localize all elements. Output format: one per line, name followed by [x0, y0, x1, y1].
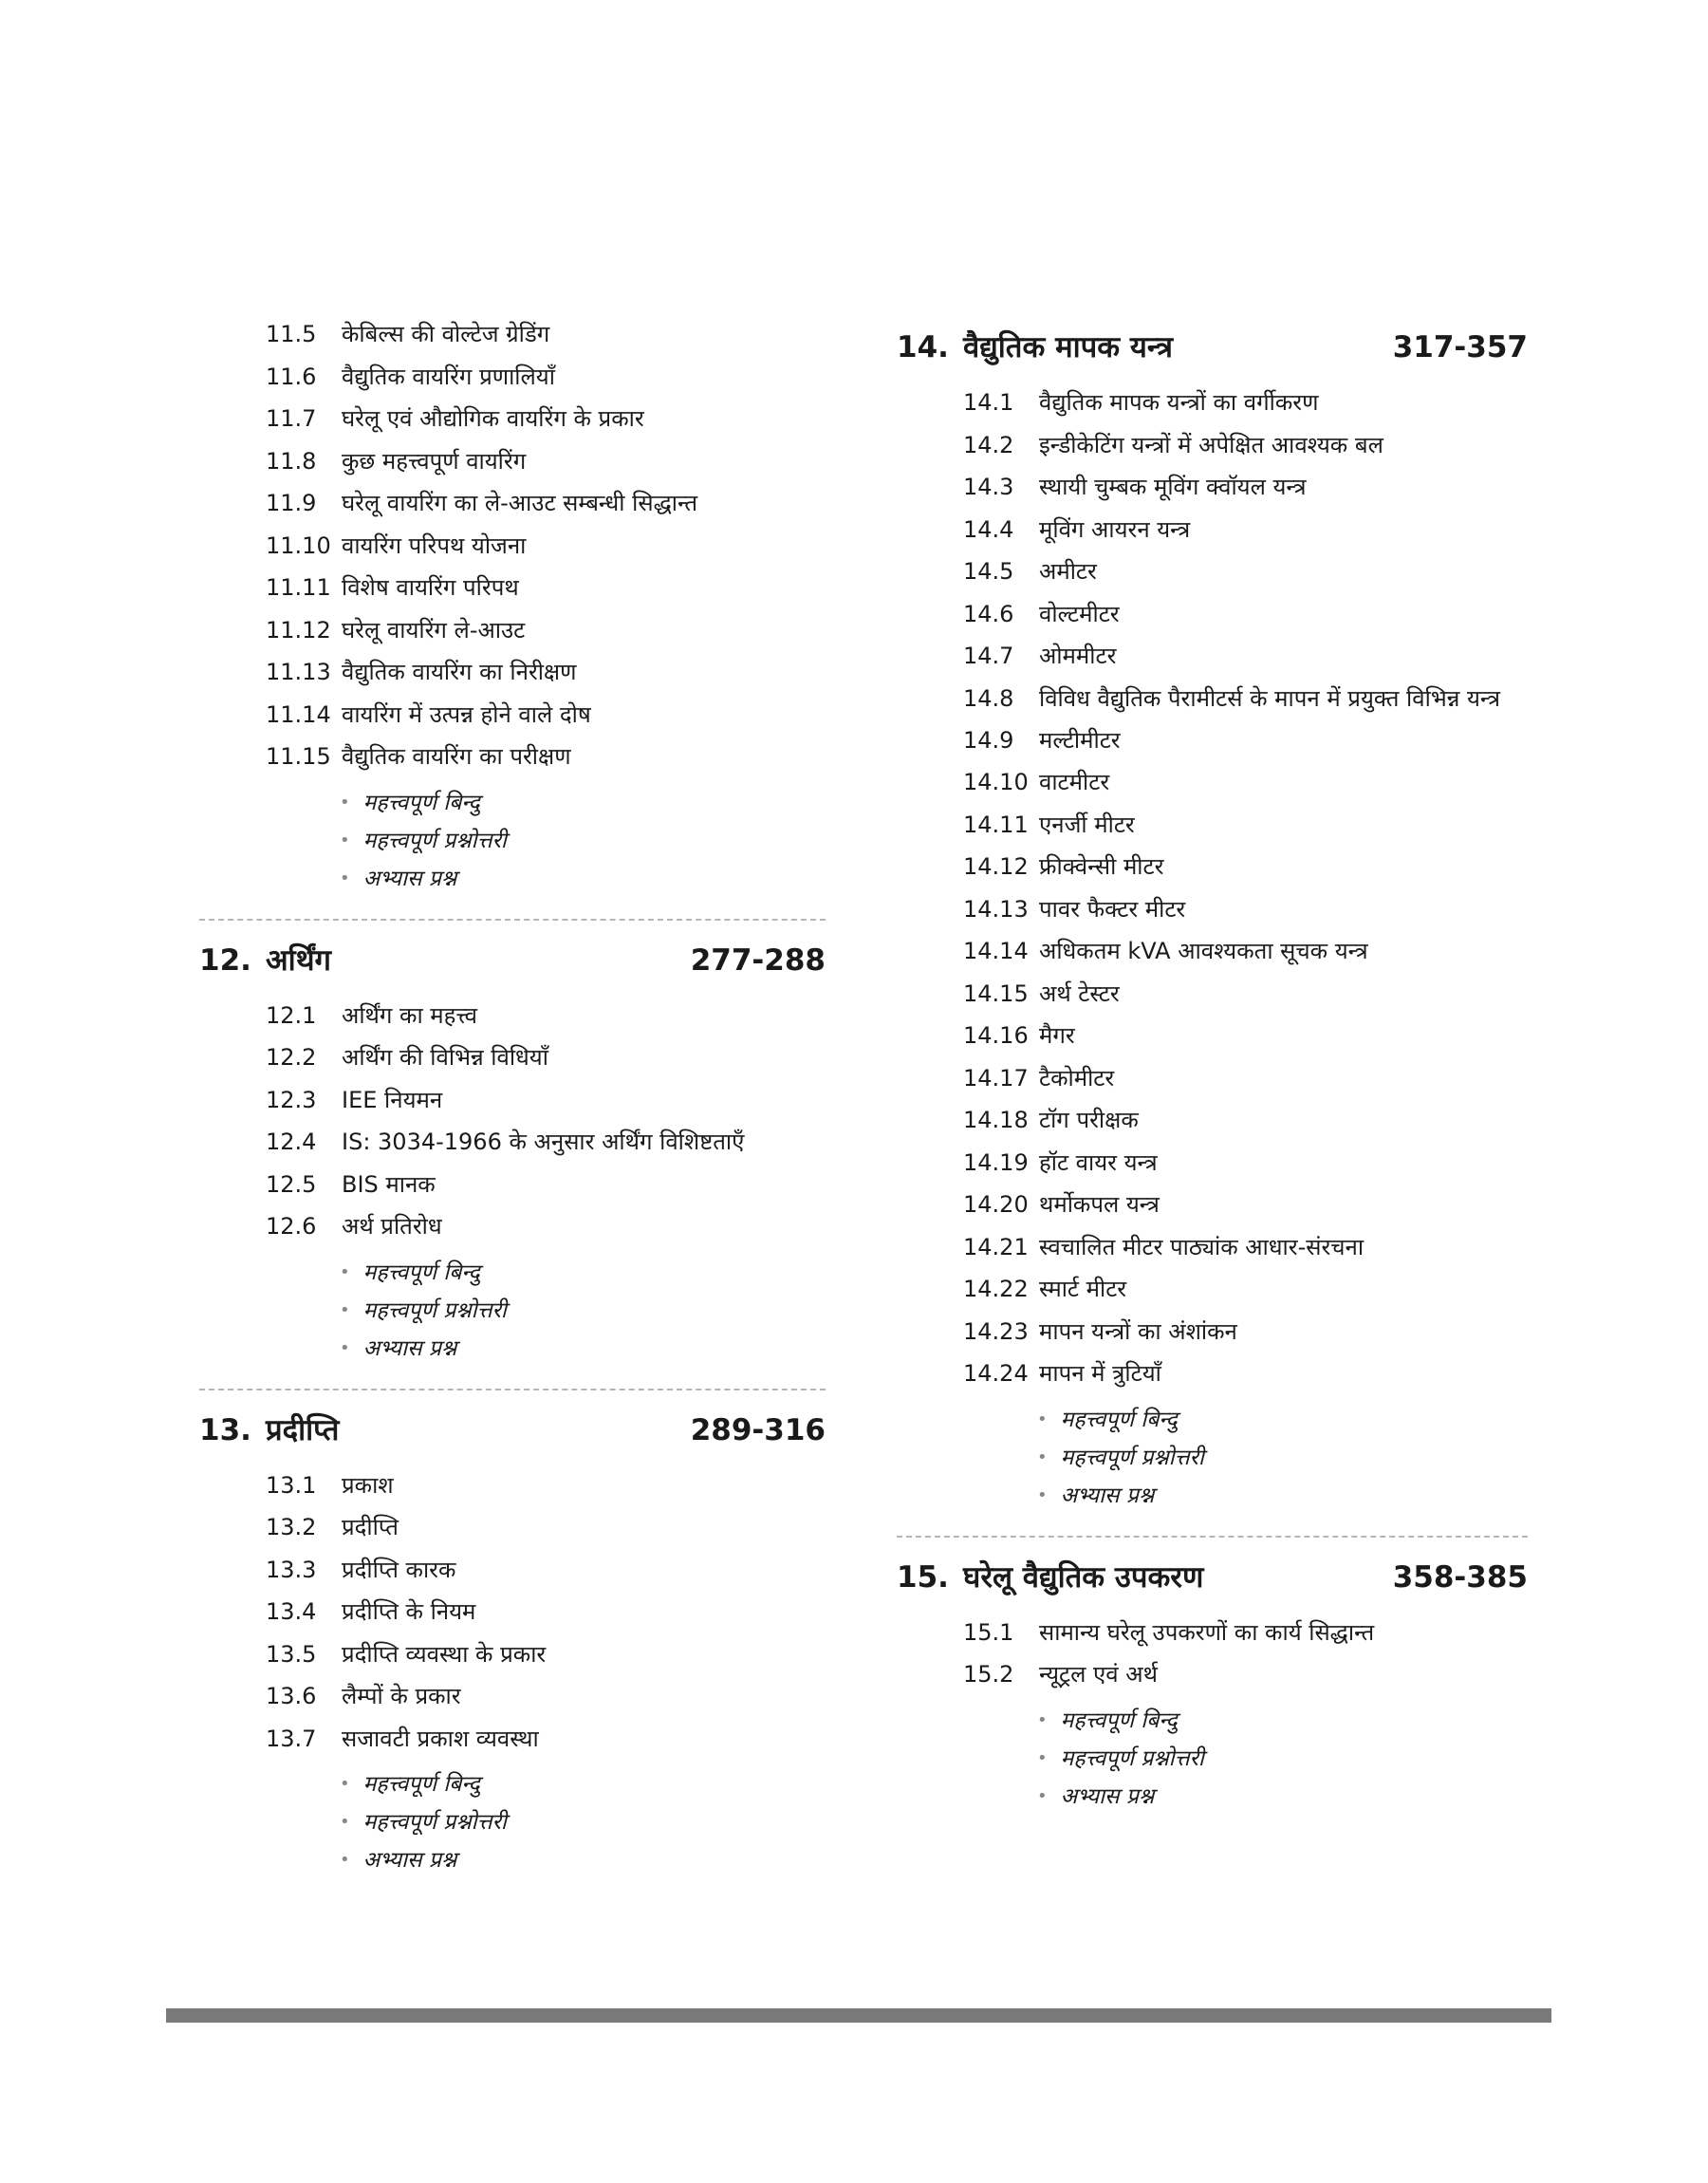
toc-entry[interactable]	[199, 1633, 826, 1676]
entry-number: 14.18	[963, 1107, 1029, 1133]
bullet-icon: •	[340, 1261, 350, 1282]
toc-entry[interactable]	[199, 736, 826, 778]
entry-title: अर्थ टेस्टर	[1039, 980, 1120, 1007]
extra-item-label: महत्त्वपूर्ण बिन्दु	[362, 1259, 480, 1285]
toc-entry[interactable]	[897, 1142, 1528, 1185]
entry-number: 11.5	[266, 321, 317, 347]
toc-entry[interactable]	[199, 1718, 826, 1761]
entry-title: अमीटर	[1039, 558, 1097, 585]
entry-number: 13.2	[266, 1514, 317, 1540]
toc-entry[interactable]	[199, 1079, 826, 1122]
chapter-heading[interactable]	[897, 313, 1528, 382]
extra-item-label: महत्त्वपूर्ण बिन्दु	[1060, 1407, 1178, 1432]
entry-title: ओममीटर	[1039, 643, 1117, 669]
entry-title: घरेलू वायरिंग का ले-आउट सम्बन्धी सिद्धान्त	[342, 490, 698, 516]
toc-entry[interactable]	[897, 635, 1528, 678]
entry-number: 11.10	[266, 532, 331, 559]
toc-entry[interactable]	[199, 482, 826, 525]
chapter-title: अर्थिंग	[266, 942, 331, 978]
extra-item[interactable]	[1037, 1401, 1528, 1439]
entry-title: विविध वैद्युतिक पैरामीटर्स के मापन में प्रयुक्त विभिन्न यन्त्र	[1039, 684, 1500, 712]
extra-item[interactable]	[340, 784, 826, 822]
toc-entry[interactable]	[897, 1015, 1528, 1057]
chapter-extras	[897, 1395, 1528, 1522]
entry-number: 14.10	[963, 769, 1029, 795]
entry-number: 14.3	[963, 474, 1014, 500]
entry-number: 14.15	[963, 980, 1029, 1007]
entry-title: स्मार्ट मीटर	[1039, 1276, 1127, 1302]
entry-number: 11.6	[266, 363, 317, 390]
extra-item-label: महत्त्वपूर्ण प्रश्नोत्तरी	[1060, 1745, 1204, 1771]
entry-number: 13.3	[266, 1556, 317, 1583]
bullet-icon: •	[340, 830, 350, 850]
entry-title: फ्रीक्वेन्सी मीटर	[1039, 853, 1164, 880]
bullet-icon: •	[340, 1812, 350, 1832]
entry-title: वोल्टमीटर	[1039, 600, 1120, 627]
toc-column-right	[897, 313, 1528, 1823]
entry-title: प्रकाश	[342, 1471, 394, 1499]
entry-title: इन्डीकेटिंग यन्त्रों में अपेक्षित आवश्यक बल	[1039, 431, 1383, 458]
extra-item[interactable]	[340, 1765, 826, 1803]
entry-title: केबिल्स की वोल्टेज ग्रेडिंग	[342, 321, 550, 347]
entry-title: सजावटी प्रकाश व्यवस्था	[342, 1725, 539, 1752]
extra-item-label: महत्त्वपूर्ण प्रश्नोत्तरी	[1060, 1445, 1204, 1470]
chapter-title-group	[897, 313, 1173, 382]
extra-item-label: अभ्यास प्रश्न	[1060, 1783, 1155, 1809]
entry-title: वायरिंग परिपथ योजना	[342, 532, 527, 559]
chapter-number: 12.	[199, 942, 251, 978]
toc-entry[interactable]	[897, 846, 1528, 888]
entry-title: न्यूट्रल एवं अर्थ	[1039, 1661, 1158, 1688]
bullet-icon: •	[340, 792, 350, 812]
entry-title: IEE नियमन	[342, 1086, 443, 1113]
extra-item[interactable]	[1037, 1702, 1528, 1740]
extra-item-label: अभ्यास प्रश्न	[362, 866, 457, 891]
entry-number: 14.7	[963, 643, 1014, 669]
extra-item[interactable]	[1037, 1778, 1528, 1816]
chapter-section	[199, 1396, 826, 1888]
section-divider	[199, 1389, 826, 1390]
chapter-section	[897, 1543, 1528, 1823]
toc-entry[interactable]	[897, 382, 1528, 424]
entry-title: थर्मोकपल यन्त्र	[1039, 1191, 1160, 1218]
toc-entry[interactable]	[199, 440, 826, 483]
entry-title: अधिकतम kVA आवश्यकता सूचक यन्त्र	[1039, 938, 1368, 964]
entry-number: 14.12	[963, 853, 1029, 880]
toc-entry[interactable]	[897, 1268, 1528, 1311]
toc-entry[interactable]	[199, 651, 826, 694]
chapter-title: प्रदीप्ति	[266, 1412, 340, 1447]
chapter-page-range: 358-385	[1392, 1559, 1528, 1595]
entry-title: IS: 3034-1966 के अनुसार अर्थिंग विशिष्टताएँ	[342, 1129, 745, 1155]
toc-entry[interactable]	[897, 973, 1528, 1016]
entry-number: 12.5	[266, 1170, 317, 1198]
entry-number: 11.14	[266, 700, 331, 728]
entry-number: 13.1	[266, 1471, 317, 1499]
entry-title: प्रदीप्ति के नियम	[342, 1598, 476, 1625]
toc-entry[interactable]	[199, 1205, 826, 1248]
bullet-icon: •	[1037, 1709, 1048, 1730]
bullet-icon: •	[340, 1337, 350, 1358]
extra-item-label: महत्त्वपूर्ण प्रश्नोत्तरी	[362, 828, 507, 853]
entry-number: 11.11	[266, 574, 331, 601]
extra-item-label: अभ्यास प्रश्न	[1060, 1483, 1155, 1508]
chapter-page-range: 277-288	[690, 942, 826, 978]
entry-title: मल्टीमीटर	[1039, 726, 1121, 754]
chapter-number: 14.	[897, 330, 949, 364]
entry-number: 12.6	[266, 1213, 317, 1240]
extra-item[interactable]	[340, 1803, 826, 1841]
entry-title: कुछ महत्त्वपूर्ण वायरिंग	[342, 447, 527, 475]
entry-number: 15.1	[963, 1618, 1014, 1646]
toc-entry[interactable]	[199, 1591, 826, 1633]
toc-entry[interactable]	[199, 1549, 826, 1592]
toc-entry[interactable]	[897, 930, 1528, 973]
entry-number: 14.6	[963, 600, 1014, 627]
entry-title: विशेष वायरिंग परिपथ	[342, 574, 519, 601]
bullet-icon: •	[340, 868, 350, 888]
entry-title: स्थायी चुम्बक मूविंग क्वॉयल यन्त्र	[1039, 474, 1307, 500]
entry-title: घरेलू वायरिंग ले-आउट	[342, 616, 526, 644]
bullet-icon: •	[340, 1850, 350, 1870]
entry-title: हॉट वायर यन्त्र	[1039, 1148, 1158, 1176]
entry-title: पावर फैक्टर मीटर	[1039, 895, 1186, 923]
toc-entry[interactable]	[897, 550, 1528, 593]
toc-entry[interactable]	[897, 1653, 1528, 1696]
entry-number: 14.4	[963, 515, 1014, 543]
chapter-heading[interactable]	[199, 1396, 826, 1465]
entry-number: 14.13	[963, 895, 1029, 923]
entry-number: 13.7	[266, 1725, 317, 1752]
bullet-icon: •	[1037, 1446, 1048, 1467]
chapter-title: घरेलू वैद्युतिक उपकरण	[963, 1559, 1204, 1595]
chapter-section	[897, 313, 1528, 1522]
toc-entry[interactable]	[897, 1612, 1528, 1654]
chapter-heading[interactable]	[897, 1543, 1528, 1612]
extra-item[interactable]	[340, 860, 826, 898]
entry-title: मापन यन्त्रों का अंशांकन	[1039, 1317, 1237, 1345]
entry-number: 15.2	[963, 1661, 1014, 1688]
entry-number: 14.16	[963, 1022, 1029, 1049]
extra-item-label: महत्त्वपूर्ण प्रश्नोत्तरी	[362, 1297, 507, 1323]
entry-number: 14.8	[963, 684, 1014, 712]
entry-title: अर्थ प्रतिरोध	[342, 1213, 442, 1240]
toc-entry[interactable]	[199, 525, 826, 568]
entry-number: 11.12	[266, 616, 331, 644]
entry-title: प्रदीप्ति व्यवस्था के प्रकार	[342, 1640, 547, 1668]
entry-title: प्रदीप्ति कारक	[342, 1556, 456, 1583]
entry-title: अर्थिंग का महत्त्व	[342, 1001, 478, 1029]
toc-entry[interactable]	[199, 1465, 826, 1507]
toc-entry[interactable]	[897, 466, 1528, 509]
extra-item-label: महत्त्वपूर्ण प्रश्नोत्तरी	[362, 1810, 507, 1835]
toc-entry[interactable]	[897, 1099, 1528, 1142]
chapter-section	[199, 926, 826, 1375]
chapter-extras	[199, 778, 826, 905]
extra-item[interactable]	[1037, 1740, 1528, 1778]
entry-number: 12.3	[266, 1086, 317, 1113]
toc-entry[interactable]	[199, 1121, 826, 1164]
chapter-page-range: 289-316	[690, 1412, 826, 1447]
toc-entry[interactable]	[199, 694, 826, 737]
entry-title: वैद्युतिक मापक यन्त्रों का वर्गीकरण	[1039, 389, 1319, 416]
extra-item[interactable]	[340, 1330, 826, 1368]
chapter-number: 15.	[897, 1559, 949, 1595]
bullet-icon: •	[1037, 1409, 1048, 1429]
toc-entry[interactable]	[897, 678, 1528, 719]
toc-entry[interactable]	[897, 1353, 1528, 1395]
toc-entry[interactable]	[199, 356, 826, 399]
extra-item[interactable]	[340, 1254, 826, 1292]
entry-number: 14.5	[963, 558, 1014, 585]
entry-title: टैकोमीटर	[1039, 1064, 1115, 1092]
entry-number: 14.1	[963, 389, 1014, 416]
toc-entry[interactable]	[897, 1311, 1528, 1353]
toc-entry[interactable]	[199, 567, 826, 609]
toc-entry[interactable]	[897, 424, 1528, 467]
toc-entry[interactable]	[199, 609, 826, 652]
entry-title: टॉग परीक्षक	[1039, 1107, 1139, 1133]
extra-item[interactable]	[340, 822, 826, 860]
toc-entry[interactable]	[199, 313, 826, 356]
entry-number: 11.13	[266, 659, 331, 685]
toc-entry[interactable]	[897, 1184, 1528, 1226]
entry-title: वाटमीटर	[1039, 769, 1110, 795]
toc-column-left	[199, 313, 826, 1887]
entry-number: 13.4	[266, 1598, 317, 1625]
bullet-icon: •	[340, 1774, 350, 1794]
entry-number: 14.2	[963, 431, 1014, 458]
entry-title: वैद्युतिक वायरिंग प्रणालियाँ	[342, 363, 555, 390]
bullet-icon: •	[340, 1299, 350, 1320]
entry-number: 13.5	[266, 1640, 317, 1668]
chapter-title-group	[199, 926, 331, 995]
bullet-icon: •	[1037, 1484, 1048, 1505]
entry-title: वैद्युतिक वायरिंग का परीक्षण	[342, 743, 571, 770]
chapter-heading[interactable]	[199, 926, 826, 995]
entry-title: वैद्युतिक वायरिंग का निरीक्षण	[342, 659, 577, 685]
toc-entry[interactable]	[897, 804, 1528, 847]
entry-number: 14.19	[963, 1148, 1029, 1176]
toc-entry[interactable]	[199, 1506, 826, 1549]
entry-number: 14.23	[963, 1317, 1029, 1345]
entry-number: 14.14	[963, 938, 1029, 964]
entry-number: 11.8	[266, 447, 317, 475]
chapter-title: वैद्युतिक मापक यन्त्र	[963, 330, 1174, 364]
toc-entry[interactable]	[199, 1675, 826, 1718]
entry-number: 12.2	[266, 1044, 317, 1071]
chapter-extras	[897, 1696, 1528, 1823]
entry-number: 11.15	[266, 743, 331, 770]
chapter-number: 13.	[199, 1412, 251, 1447]
entry-title: मैगर	[1039, 1022, 1075, 1049]
entry-number: 11.9	[266, 490, 317, 516]
chapter-title-group	[897, 1543, 1203, 1612]
toc-entry[interactable]	[897, 719, 1528, 762]
entry-title: स्वचालित मीटर पाठ्यांक आधार-संरचना	[1039, 1233, 1365, 1260]
entry-number: 14.24	[963, 1360, 1029, 1387]
entry-number: 14.17	[963, 1064, 1029, 1092]
chapter-page-range: 317-357	[1392, 330, 1528, 364]
extra-item[interactable]	[1037, 1439, 1528, 1477]
entry-number: 14.9	[963, 726, 1014, 754]
toc-entry[interactable]	[897, 593, 1528, 636]
chapter-section	[199, 313, 826, 905]
extra-item-label: महत्त्वपूर्ण बिन्दु	[1060, 1707, 1178, 1733]
toc-entry[interactable]	[199, 1164, 826, 1206]
entry-title: मापन में त्रुटियाँ	[1039, 1360, 1161, 1387]
entry-title: प्रदीप्ति	[342, 1514, 399, 1540]
entry-number: 11.7	[266, 405, 317, 432]
entry-number: 14.11	[963, 811, 1029, 838]
toc-entry[interactable]	[897, 509, 1528, 551]
toc-entry[interactable]	[199, 1036, 826, 1079]
chapter-extras	[199, 1760, 826, 1887]
extra-item[interactable]	[1037, 1477, 1528, 1515]
entry-number: 13.6	[266, 1683, 317, 1709]
entry-number: 14.20	[963, 1191, 1029, 1218]
toc-entry[interactable]	[199, 995, 826, 1037]
entry-title: एनर्जी मीटर	[1039, 811, 1135, 838]
entry-title: अर्थिंग की विभिन्न विधियाँ	[342, 1044, 548, 1071]
entry-title: वायरिंग में उत्पन्न होने वाले दोष	[342, 700, 591, 728]
entry-number: 14.21	[963, 1233, 1029, 1260]
toc-entry[interactable]	[897, 761, 1528, 804]
entry-number: 12.4	[266, 1129, 317, 1155]
entry-title: घरेलू एवं औद्योगिक वायरिंग के प्रकार	[342, 405, 644, 432]
extra-item[interactable]	[340, 1292, 826, 1330]
chapter-extras	[199, 1248, 826, 1375]
entry-title: मूविंग आयरन यन्त्र	[1039, 515, 1191, 543]
extra-item-label: अभ्यास प्रश्न	[362, 1848, 457, 1873]
entry-number: 12.1	[266, 1001, 317, 1029]
bullet-icon: •	[1037, 1785, 1048, 1806]
chapter-title-group	[199, 1396, 339, 1465]
entry-title: BIS मानक	[342, 1170, 436, 1198]
toc-entry[interactable]	[897, 1226, 1528, 1269]
extra-item[interactable]	[340, 1841, 826, 1879]
bullet-icon: •	[1037, 1747, 1048, 1768]
toc-entry[interactable]	[199, 398, 826, 440]
footer-bar	[166, 2008, 1551, 2023]
entry-title: सामान्य घरेलू उपकरणों का कार्य सिद्धान्त	[1039, 1618, 1375, 1646]
extra-item-label: महत्त्वपूर्ण बिन्दु	[362, 1772, 480, 1797]
entry-title: लैम्पों के प्रकार	[342, 1683, 461, 1709]
section-divider	[897, 1536, 1528, 1538]
extra-item-label: महत्त्वपूर्ण बिन्दु	[362, 790, 480, 815]
toc-entry[interactable]	[897, 1057, 1528, 1100]
section-divider	[199, 919, 826, 921]
toc-entry[interactable]	[897, 888, 1528, 931]
extra-item-label: अभ्यास प्रश्न	[362, 1335, 457, 1361]
entry-number: 14.22	[963, 1276, 1029, 1302]
